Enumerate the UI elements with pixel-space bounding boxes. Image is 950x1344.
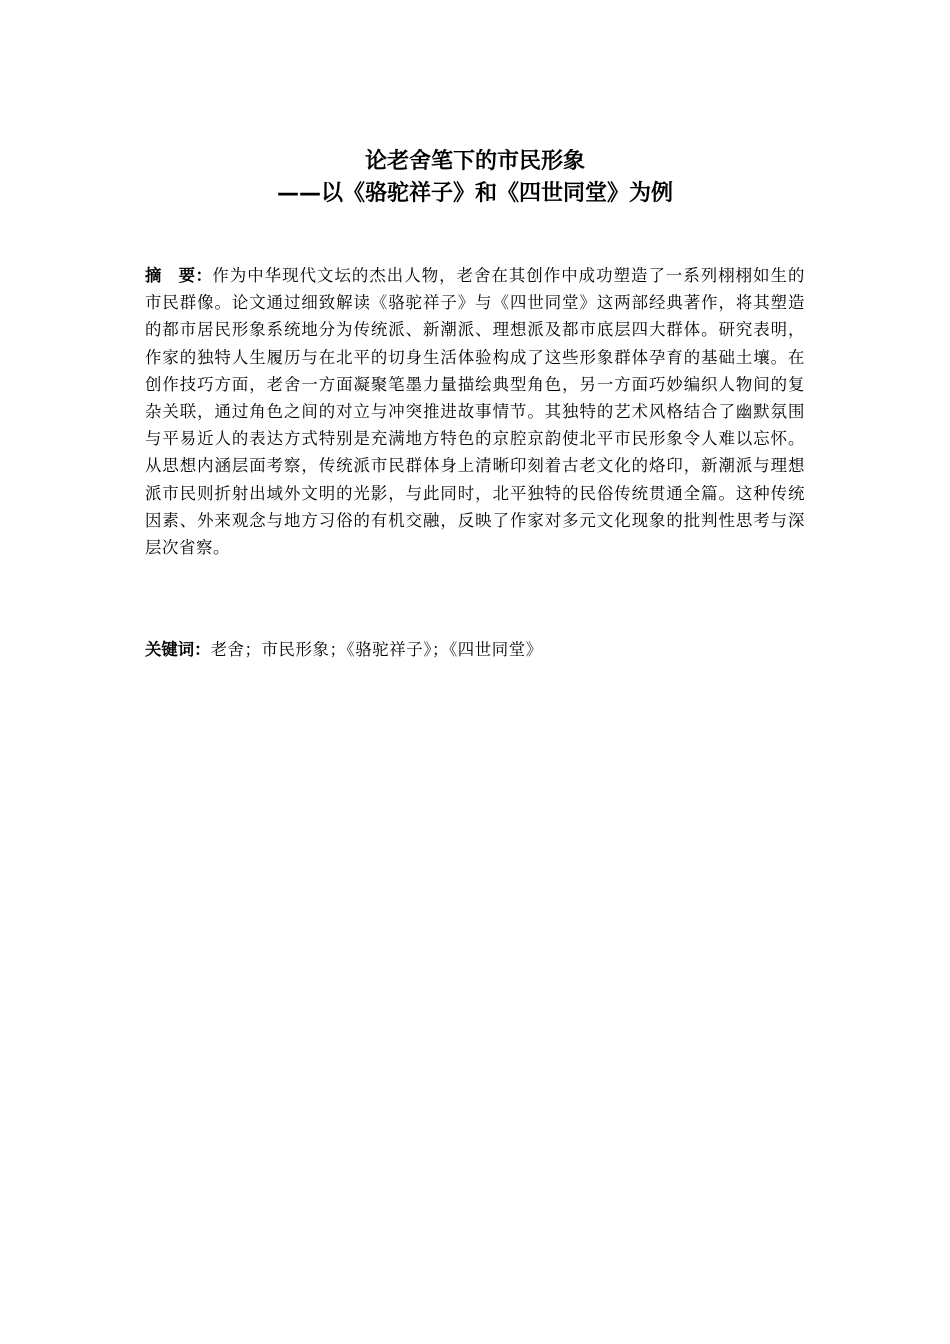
title-subtitle: ——以《骆驼祥子》和《四世同堂》为例: [276, 181, 673, 206]
abstract-label: 摘 要：: [145, 266, 213, 285]
keywords-line: [145, 636, 805, 663]
abstract-paragraph: [145, 262, 805, 561]
keywords-text: 老舍；市民形象；《骆驼祥子》；《四世同堂》: [210, 640, 543, 659]
title-main: 论老舍笔下的市民形象: [364, 149, 585, 174]
paper-title: [0, 146, 950, 210]
abstract-text: 作为中华现代文坛的杰出人物，老舍在其创作中成功塑造了一系列栩栩如生的市民群像。论文通过细致解读《骆驼祥子》与《四世同堂》这两部经典著作，将其塑造的都市居民形象系统地分为传统派、新潮派、理想派及都市底层四大群体。研究表明，作家的独特人生履历与在北平的切身生活体验构成了这些形象群体孕育的基础土壤。在创作技巧方面，老舍一方面凝聚笔墨力量描绘典型角色，另一方面巧妙编织人物间的复杂关联，通过角色之间的对立与冲突推进故事情节。其独特的艺术风格结合了幽默氛围与平易近人的表达方式特别是充满地方特色的京腔京韵使北平市民形象令人难以忘怀。从思想内涵层面考察，传统派市民群体身上清晰印刻着古老文化的烙印，新潮派与理想派市民则折射出域外文明的光影，与此同时，北平独特的民俗传统贯通全篇。这种传统因素、外来观念与地方习俗的有机交融，反映了作家对多元文化现象的批判性思考与深层次省察。: [145, 266, 805, 558]
keywords-label: 关键词：: [145, 640, 211, 659]
